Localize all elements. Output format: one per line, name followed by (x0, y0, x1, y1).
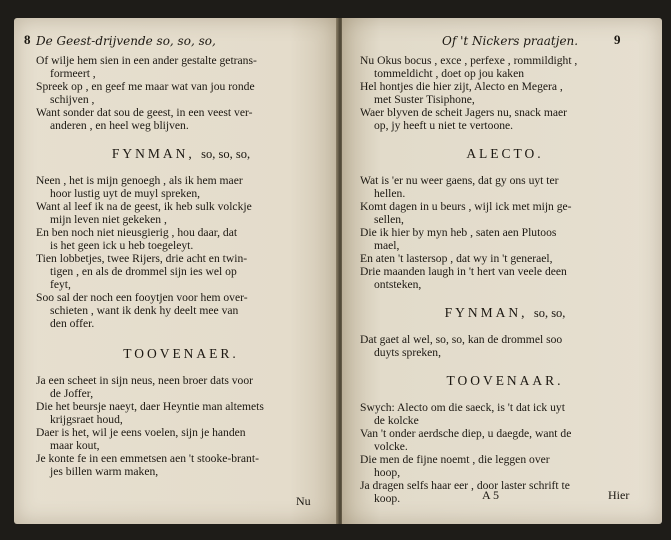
speaker-heading (360, 373, 650, 389)
text-line: volcke. (374, 440, 408, 453)
text-block (36, 374, 326, 478)
text-line: Ja dragen selfs haar eer , door laster schrift te (360, 479, 570, 492)
speaker-tail: so, so, so, (201, 147, 251, 161)
text-line: Swych: Alecto om die saeck, is 't dat ick uyt (360, 401, 565, 414)
signature-mark: A 5 (482, 488, 500, 502)
text-line: Want al leef ik na de geest, ik heb sulk volckje (36, 200, 252, 213)
text-block (36, 174, 326, 330)
text-line: de kolcke (374, 414, 419, 427)
text-line: Komt dagen in u beurs , wijl ick met mijn ge- (360, 200, 572, 213)
text-line: feyt, (50, 278, 71, 291)
text-line: Spreek op , en geef me maar wat van jou ronde (36, 80, 255, 93)
text-line: maar kout, (50, 439, 100, 452)
text-line: formeert , (50, 67, 96, 80)
text-line: op, jy heeft u niet te vertoone. (374, 119, 514, 132)
speaker-name: TOOVENAAR. (446, 373, 564, 388)
text-block (360, 401, 650, 505)
speaker-name: ALECTO. (466, 146, 544, 161)
running-head-right: Of 't Nickers praatjen. (442, 34, 579, 48)
text-line: mael, (374, 239, 400, 252)
text-line: schijven , (50, 93, 95, 106)
text-line: mijn leven niet gekeken , (50, 213, 167, 226)
text-line: Waer blyven de scheit Jagers nu, snack maer (360, 106, 568, 119)
text-line: Nu Okus bocus , exce , perfexe , rommildight , (360, 54, 578, 67)
speaker-name: FYNMAN, (111, 146, 195, 161)
text-line: Neen , het is mijn genoegh , als ik hem maer (36, 174, 243, 187)
text-line: Want sonder dat sou de geest, in een veest ver- (36, 106, 253, 119)
text-line: schieten , want ik denk hy deelt mee van (50, 304, 239, 317)
text-line: den offer. (50, 317, 95, 330)
speaker-heading (36, 146, 326, 162)
text-line: de Joffer, (50, 387, 94, 400)
speaker-heading (360, 146, 650, 162)
text-line: Die ik hier by myn heb , saten aen Plutoos (360, 226, 557, 239)
text-line: is het geen ick u heb toegeleyt. (50, 239, 194, 252)
catchword-right: Hier (608, 488, 630, 502)
text-block (360, 333, 650, 359)
text-line: koop. (374, 492, 401, 505)
running-head-left: De Geest-drijvende so, so, so, (36, 34, 216, 48)
text-block (360, 54, 650, 132)
speaker-heading (36, 346, 326, 362)
text-line: En ben noch niet nieusgierig , hou daar, dat (36, 226, 238, 239)
text-line: ontsteken, (374, 278, 422, 291)
right-page-text (360, 54, 650, 505)
text-line: anderen , en heel weg blijven. (50, 119, 189, 132)
text-line: Dat gaet al wel, so, so, kan de drommel soo (360, 333, 563, 346)
text-line: Ja een scheet in sijn neus, neen broer dats voor (36, 374, 253, 387)
text-line: tigen , en als de drommel sijn ies wel op (50, 265, 237, 278)
text-line: En aten 't lastersop , dat wy in 't generael, (360, 252, 553, 265)
left-page-text (36, 54, 326, 478)
text-block (36, 54, 326, 132)
text-line: Tien lobbetjes, twee Rijers, drie acht en twin- (36, 252, 248, 265)
text-line: Of wilje hem sien in een ander gestalte getrans- (36, 54, 257, 67)
speaker-name: FYNMAN, (444, 305, 528, 320)
text-line: sellen, (374, 213, 404, 226)
text-line: jes billen warm maken, (50, 465, 159, 478)
text-line: Die het beursje naeyt, daer Heyntie man altemets (36, 400, 264, 413)
text-line: Van 't onder aerdsche diep, u daegde, want de (360, 427, 572, 440)
catchword-left: Nu (296, 494, 311, 508)
text-line: Hel hontjes die hier zijt, Alecto en Megera , (360, 80, 563, 93)
text-line: Wat is 'er nu weer gaens, dat gy ons uyt ter (360, 174, 559, 187)
text-line: tommeldicht , doet op jou kaken (374, 67, 525, 80)
right-page (342, 18, 662, 524)
text-line: Die men de fijne noemt , die leggen over (360, 453, 550, 466)
text-line: duyts spreken, (374, 346, 441, 359)
speaker-heading (360, 305, 650, 321)
left-page (14, 18, 338, 524)
text-line: Je konte fe in een emmetsen aen 't stooke-brant- (36, 452, 259, 465)
speaker-name: TOOVENAER. (123, 346, 239, 361)
text-line: Daer is het, wil je eens voelen, sijn je handen (36, 426, 246, 439)
speaker-tail: so, so, (533, 306, 566, 320)
text-line: krijgsraet houd, (50, 413, 123, 426)
text-line: met Suster Tisiphone, (374, 93, 475, 106)
page-number-right: 9 (614, 32, 621, 47)
text-line: Soo sal der noch een fooytjen voor hem over- (36, 291, 248, 304)
text-block (360, 174, 650, 291)
text-line: hellen. (374, 187, 406, 200)
page-number-left: 8 (24, 32, 31, 47)
text-line: hoor lustig uyt de muyl spreken, (50, 187, 201, 200)
text-line: hoop, (374, 466, 401, 479)
text-line: Drie maanden laugh in 't hert van veele deen (360, 265, 567, 278)
